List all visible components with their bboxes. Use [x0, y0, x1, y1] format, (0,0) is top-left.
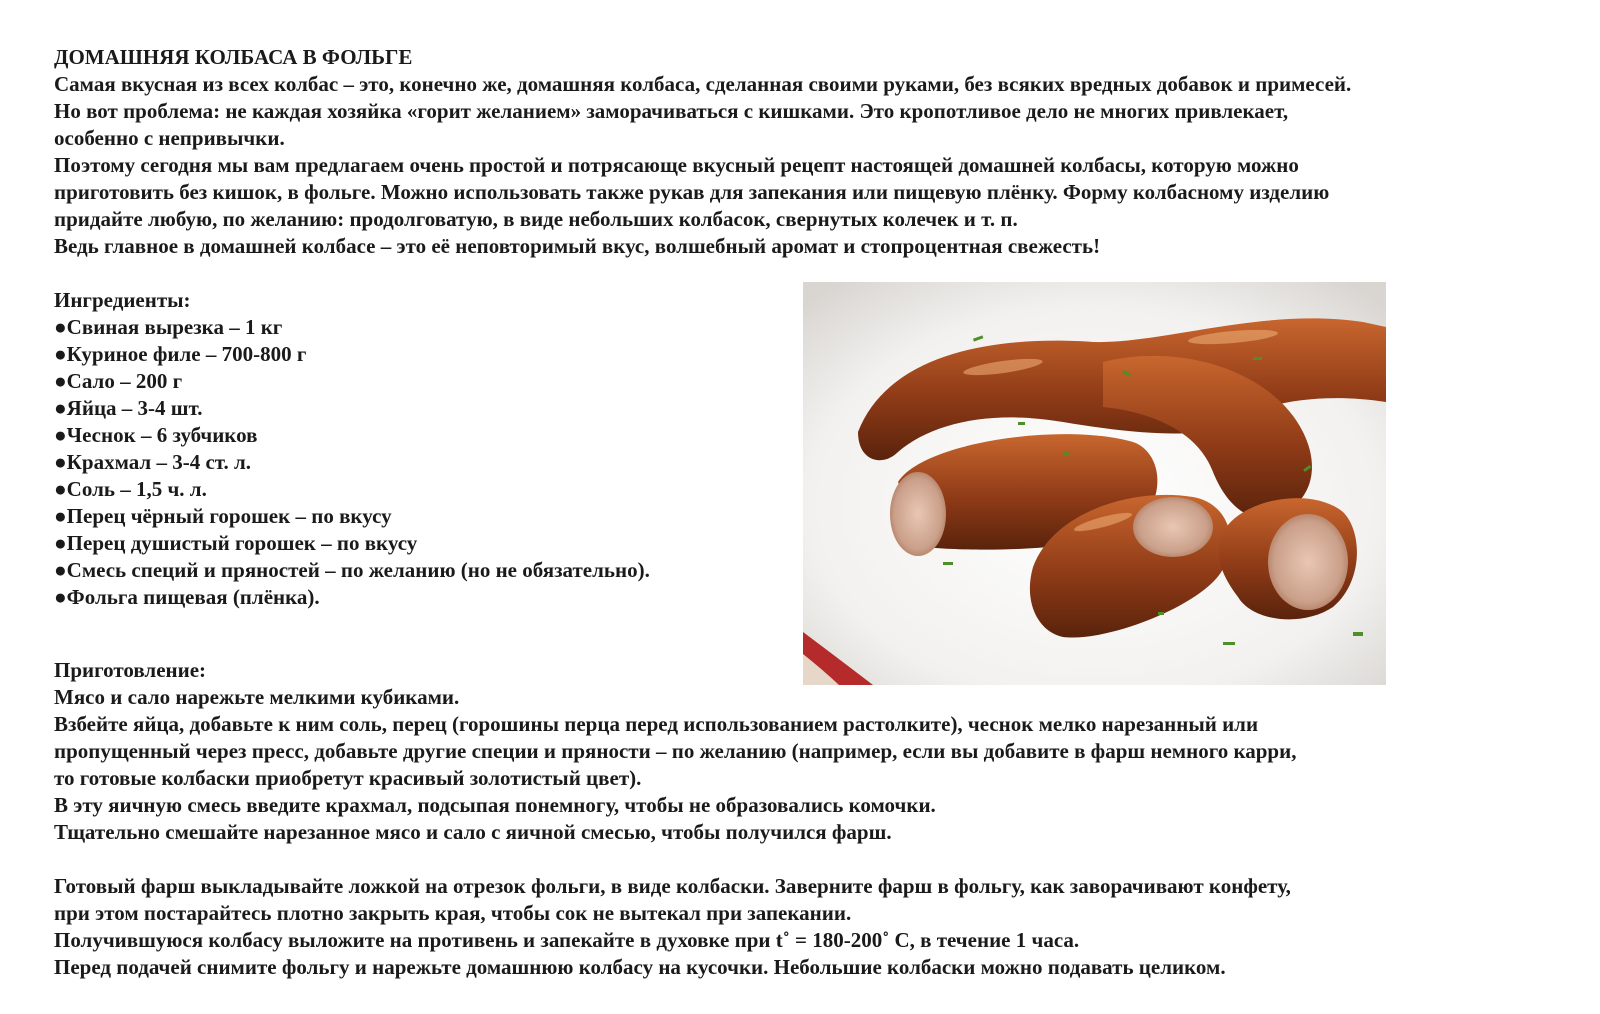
sausage-photo-image — [803, 282, 1386, 685]
ingredient-item: ●Смесь специй и пряностей – по желанию (но не обязательно). — [54, 558, 650, 582]
preparation-line: Перед подачей снимите фольгу и нарежьте домашнюю колбасу на кусочки. Небольшие колбаски можно подавать целиком. — [54, 955, 1226, 979]
ingredient-item: ●Перец чёрный горошек – по вкусу — [54, 504, 392, 528]
preparation-line: Готовый фарш выкладывайте ложкой на отрезок фольги, в виде колбаски. Заверните фарш в фольгу, как заворачивают конфету, — [54, 874, 1291, 898]
ingredient-item: ●Сало – 200 г — [54, 369, 183, 393]
page-title: ДОМАШНЯЯ КОЛБАСА В ФОЛЬГЕ — [54, 45, 413, 69]
ingredient-item: ●Фольга пищевая (плёнка). — [54, 585, 320, 609]
intro-line: особенно с непривычки. — [54, 126, 285, 150]
intro-line: Поэтому сегодня мы вам предлагаем очень простой и потрясающе вкусный рецепт настоящей домашней колбасы, которую можно — [54, 153, 1299, 177]
preparation-line: пропущенный через пресс, добавьте другие специи и пряности – по желанию (например, если вы добавите в фарш немного карри, — [54, 739, 1297, 763]
ingredient-item: ●Куриное филе – 700-800 г — [54, 342, 307, 366]
ingredient-item: ●Перец душистый горошек – по вкусу — [54, 531, 418, 555]
ingredient-item: ●Чеснок – 6 зубчиков — [54, 423, 258, 447]
preparation-heading: Приготовление: — [54, 658, 207, 682]
preparation-line: Мясо и сало нарежьте мелкими кубиками. — [54, 685, 460, 709]
intro-line: Но вот проблема: не каждая хозяйка «горит желанием» заморачиваться с кишками. Это кропотливое дело не многих привлекает, — [54, 99, 1289, 123]
intro-line: Самая вкусная из всех колбас – это, конечно же, домашняя колбаса, сделанная своими руками, без всяких вредных добавок и примесей. — [54, 72, 1352, 96]
preparation-line: Взбейте яйца, добавьте к ним соль, перец (горошины перца перед использованием растолките), чеснок мелко нарезанный или — [54, 712, 1259, 736]
ingredient-item: ●Свиная вырезка – 1 кг — [54, 315, 283, 339]
intro-line: приготовить без кишок, в фольге. Можно использовать также рукав для запекания или пищевую плёнку. Форму колбасному изделию — [54, 180, 1330, 204]
intro-line: Ведь главное в домашней колбасе – это её неповторимый вкус, волшебный аромат и стопроцентная свежесть! — [54, 234, 1101, 258]
preparation-line: В эту яичную смесь введите крахмал, подсыпая понемногу, чтобы не образовались комочки. — [54, 793, 936, 817]
ingredient-item: ●Соль – 1,5 ч. л. — [54, 477, 207, 501]
ingredients-heading: Ингредиенты: — [54, 288, 191, 312]
preparation-line: Получившуюся колбасу выложите на противень и запекайте в духовке при t˚ = 180-200˚ С, в течение 1 часа. — [54, 928, 1080, 952]
intro-line: придайте любую, по желанию: продолговатую, в виде небольших колбасок, свернутых колечек и т. п. — [54, 207, 1018, 231]
ingredient-item: ●Яйца – 3-4 шт. — [54, 396, 203, 420]
preparation-line: Тщательно смешайте нарезанное мясо и сало с яичной смесью, чтобы получился фарш. — [54, 820, 892, 844]
preparation-line: при этом постарайтесь плотно закрыть края, чтобы сок не вытекал при запекании. — [54, 901, 852, 925]
sausage-photo — [803, 282, 1386, 685]
preparation-line: то готовые колбаски приобретут красивый золотистый цвет). — [54, 766, 642, 790]
ingredient-item: ●Крахмал – 3-4 ст. л. — [54, 450, 252, 474]
